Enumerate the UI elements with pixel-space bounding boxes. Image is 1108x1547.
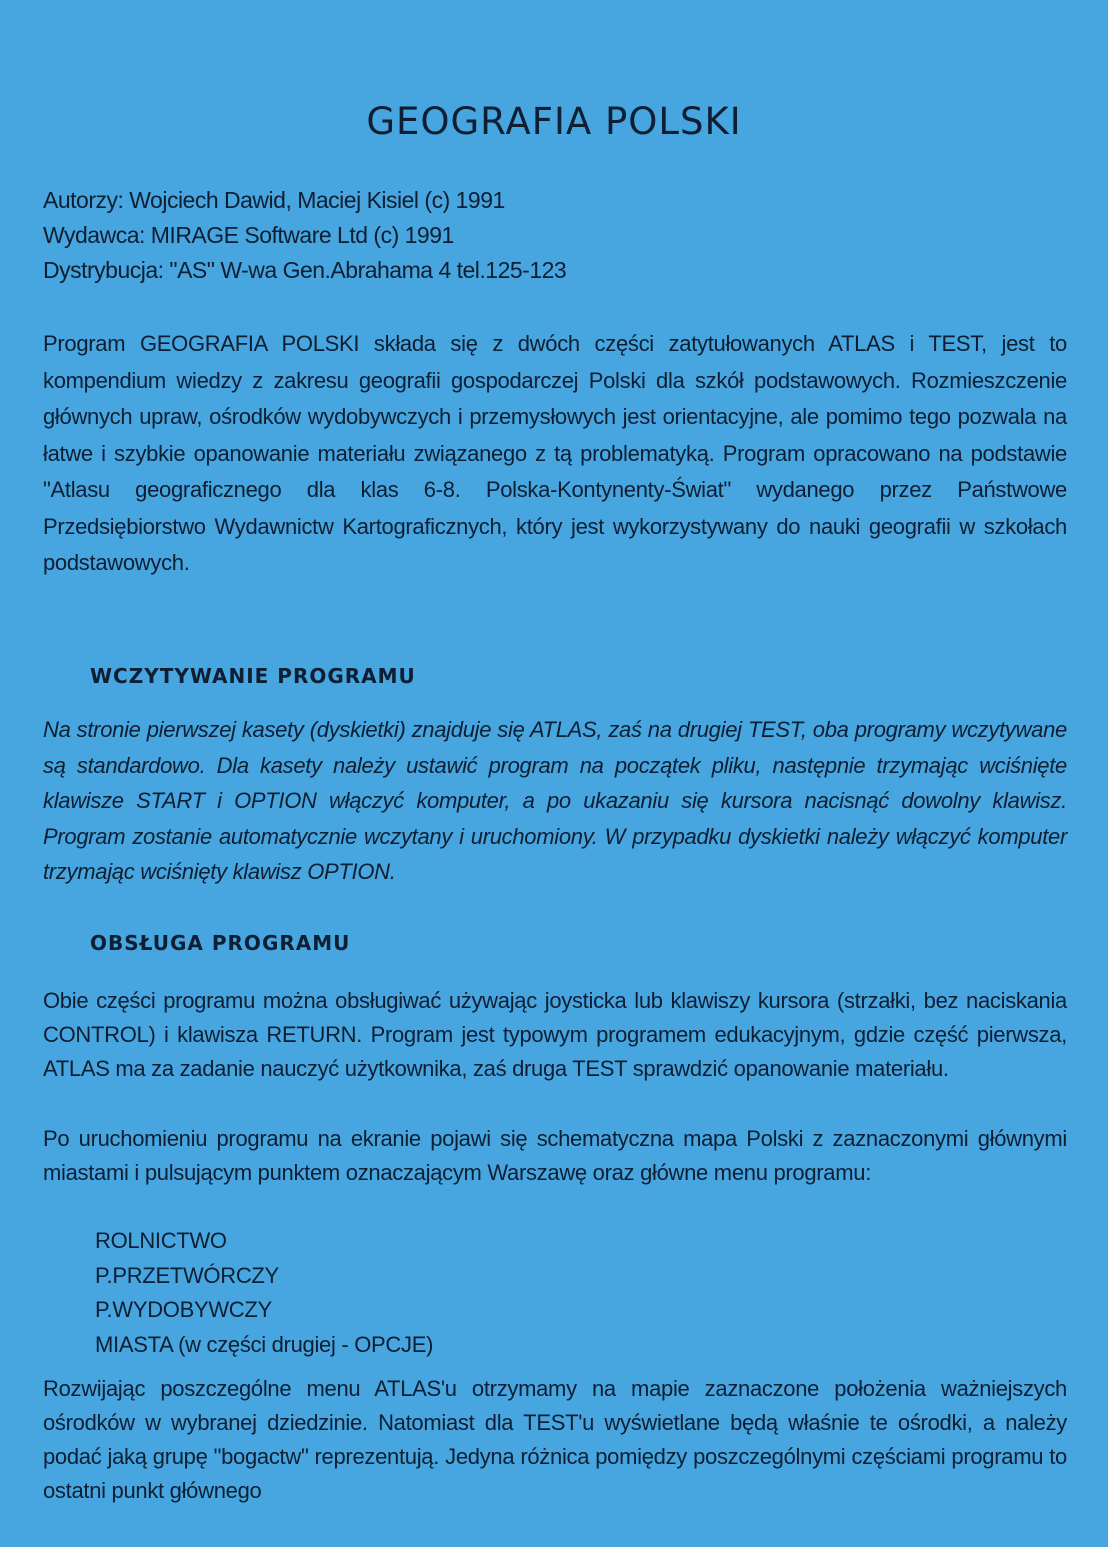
usage-paragraph-1: Obie części programu można obsługiwać używając joysticka lub klawiszy kursora (strzałki, bez naciskania CONTROL) i klawisza RETURN. Program jest typowym programem edukacyjnym, gdzie część pierwsza, ATLAS ma za zadanie nauczyć użytkownika, zaś druga TEST sprawdzić opanowanie materiału. <box>43 988 1067 1081</box>
credits-block <box>43 183 566 288</box>
menu-item: MIASTA (w części drugiej - OPCJE) <box>95 1331 434 1357</box>
loading-heading: WCZYTYWANIE PROGRAMU <box>90 664 416 688</box>
intro-paragraph: Program GEOGRAFIA POLSKI składa się z dwóch części zatytułowanych ATLAS i TEST, jest to kompendium wiedzy z zakresu geografii gospodarczej Polski dla szkół podstawowych. Rozmieszczenie głównych upraw, ośrodków wydobywczych i przemysłowych jest orientacyjne, ale pomimo tego pozwala na łatwe i szybkie opanowanie materiału związanego z tą problematyką. Program opracowano na podstawie "Atlasu geograficznego dla klas 6-8. Polska-Kontynenty-Świat" wydanego przez Państwowe Przedsiębiorstwo Wydawnictw Kartograficznych, który jest wykorzystywany do nauki geografii w szkołach podstawowych. <box>43 331 1067 575</box>
credits-publisher: Wydawca: MIRAGE Software Ltd (c) 1991 <box>43 222 454 248</box>
menu-item: P.WYDOBYWCZY <box>95 1297 272 1322</box>
credits-distribution: Dystrybucja: "AS" W-wa Gen.Abrahama 4 tel.125-123 <box>43 257 567 283</box>
usage-heading: OBSŁUGA PROGRAMU <box>90 931 351 955</box>
usage-paragraph-2: Po uruchomieniu programu na ekranie pojawi się schematyczna mapa Polski z zaznaczonymi głównymi miastami i pulsującym punktem oznaczającym Warszawę oraz główne menu programu: <box>43 1126 1067 1185</box>
menu-list <box>95 1224 433 1362</box>
menu-item: P.PRZETWÓRCZY <box>95 1262 279 1288</box>
credits-authors: Autorzy: Wojciech Dawid, Maciej Kisiel (c) 1991 <box>43 187 505 213</box>
page-title: GEOGRAFIA POLSKI <box>366 100 742 143</box>
loading-paragraph: Na stronie pierwszej kasety (dyskietki) znajduje się ATLAS, zaś na drugiej TEST, oba programy wczytywane są standardowo. Dla kasety należy ustawić program na początek pliku, następnie trzymając wciśnięte klawisze START i OPTION włączyć komputer, a po ukazaniu się kursora nacisnąć dowolny klawisz. Program zostanie automatycznie wczytany i uruchomiony. W przypadku dyskietki należy włączyć komputer trzymając wciśnięty klawisz OPTION. <box>43 717 1067 884</box>
menu-item: ROLNICTWO <box>95 1228 227 1253</box>
usage-paragraph-3: Rozwijając poszczególne menu ATLAS'u otrzymamy na mapie zaznaczone położenia ważniejszych ośrodków w wybranej dziedzinie. Natomiast dla TEST'u wyświetlane będą właśnie te ośrodki, a należy podać jaką grupę "bogactw" reprezentują. Jedyna różnica pomiędzy poszczególnymi częściami programu to ostatni punkt głównego <box>43 1376 1067 1503</box>
